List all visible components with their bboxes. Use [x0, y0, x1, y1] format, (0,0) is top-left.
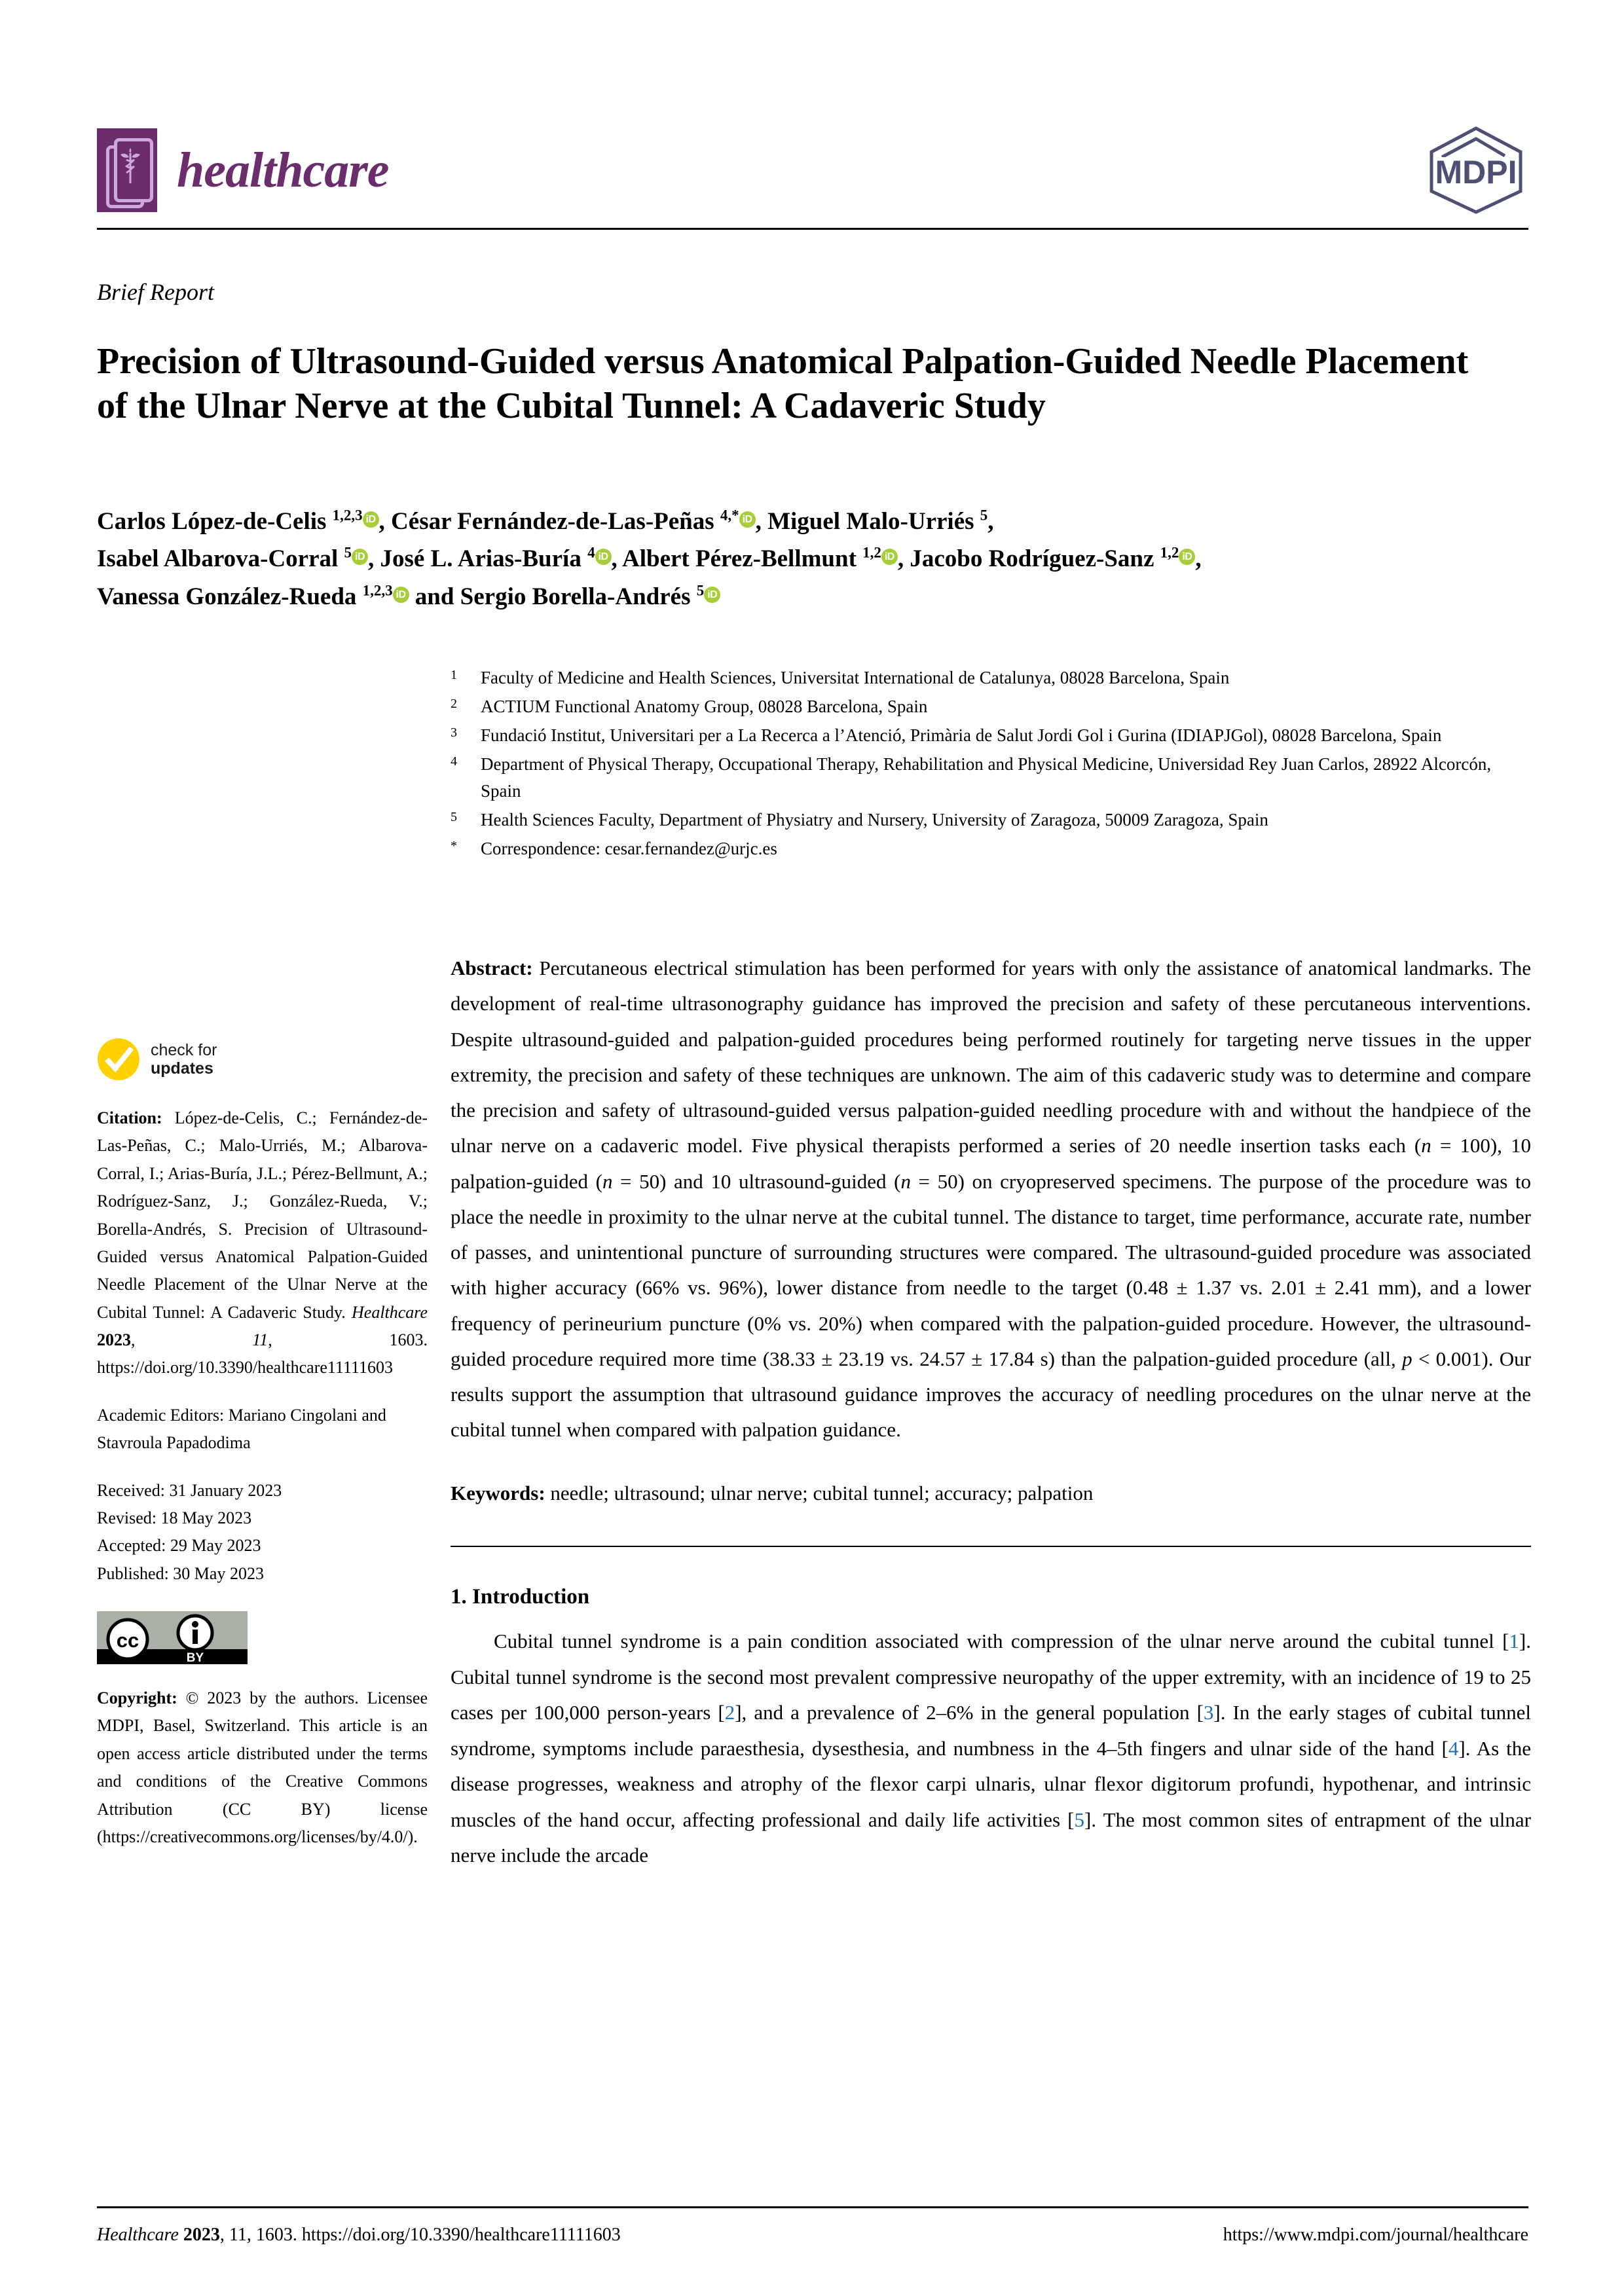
- keywords-text: needle; ultrasound; ulnar nerve; cubital tunnel; accuracy; palpation: [545, 1481, 1094, 1504]
- orcid-icon[interactable]: iD: [352, 549, 368, 565]
- abstract-part-4: = 50) on cryopreserved specimens. The purpose of the procedure was to place the needle in proximity to the ulnar nerve at the cubital tunnel. The distance to target, time performance, accurate rate, number of passes, and unintentional puncture of surrounding structures were compared. The ultrasound-guided procedure was associated with higher accuracy (66% vs. 96%), lower distance from needle to the target (0.48 ± 1.37 vs. 2.01 ± 2.41 mm), and a lower frequency of perineurium puncture (0% vs. 20%) when compared with the palpation-guided procedure. However, the ultrasound-guided procedure required more time (38.33 ± 23.19 vs. 24.57 ± 17.84 s) than the palpation-guided procedure (all,: [451, 1169, 1531, 1370]
- footer-year: 2023: [183, 2225, 220, 2245]
- orcid-icon[interactable]: iD: [881, 549, 898, 565]
- article-type: Brief Report: [97, 279, 214, 305]
- journal-name: healthcare: [177, 143, 389, 198]
- updates-text: updates: [151, 1059, 213, 1078]
- abstract-n-3: n: [900, 1169, 911, 1193]
- affiliation-text: Faculty of Medicine and Health Sciences, Universitat International de Catalunya, 08028 Barcelona, Spain: [481, 668, 1230, 687]
- footer: [97, 2225, 1528, 2246]
- affiliation-item: [451, 665, 1531, 691]
- copyright-block: [97, 1685, 428, 1851]
- abstract-p-value: p: [1402, 1347, 1412, 1370]
- affiliation-text: Fundació Institut, Universitari per a La Recerca a l’Atenció, Primària de Salut Jordi Gol i Gurina (IDIAPJGol), 08028 Barcelona, Spain: [481, 725, 1442, 746]
- journal-logo[interactable]: [97, 128, 389, 212]
- orcid-icon[interactable]: iD: [363, 511, 379, 528]
- affiliations: [451, 665, 1531, 864]
- author-line-3: Vanessa González-Rueda $^{1,2,3}$ iD and Sergio Borella-Andrés $^5$ iD: [97, 578, 1528, 615]
- affiliation-item: [451, 693, 1531, 720]
- footer-rest: , 11, 1603. https://doi.org/10.3390/healthcare11111603: [219, 2225, 621, 2245]
- orcid-icon[interactable]: iD: [595, 549, 612, 565]
- abstract-n-2: n: [602, 1169, 613, 1193]
- citation-label: Citation:: [97, 1108, 162, 1127]
- check-for-updates-label: [151, 1041, 217, 1078]
- intro-text-5: ]. As the disease progresses, weakness and atrophy of the flexor carpi ulnaris, ulnar flexor digitorum profundi, hypothenar, and intrinsic muscles of the hand occur, affecting professional and daily life activities [: [451, 1736, 1532, 1831]
- author-list: [97, 503, 1528, 615]
- header-divider: [97, 228, 1528, 230]
- affiliation-text: Health Sciences Faculty, Department of Physiatry and Nursery, University of Zaragoza, 50009 Zaragoza, Spain: [481, 810, 1268, 830]
- abstract-n-1: n: [1421, 1134, 1431, 1157]
- affiliation-marker: 5: [451, 810, 457, 825]
- author-line-1: Carlos López-de-Celis $^{1,2,3}$ iD , César Fernández-de-Las-Peñas $^{4,*}$ iD , Miguel Malo-Urriés $^5$,: [97, 507, 994, 535]
- copyright-label: Copyright:: [97, 1688, 177, 1707]
- keywords-label: Keywords:: [451, 1481, 545, 1504]
- page-title: Precision of Ultrasound-Guided versus Anatomical Palpation-Guided Needle Placement of the Ulnar Nerve at the Cubital Tunnel: A Cadaveric Study: [97, 340, 1469, 426]
- reference-link-3[interactable]: 3: [1203, 1701, 1214, 1724]
- reference-link-5[interactable]: 5: [1074, 1808, 1084, 1831]
- correspondence-item: [451, 835, 1531, 862]
- footer-journal-url[interactable]: https://www.mdpi.com/journal/healthcare: [1223, 2225, 1528, 2245]
- healthcare-logo-icon: [97, 128, 157, 212]
- section-divider: [451, 1546, 1531, 1547]
- abstract-part-3: = 50) and 10 ultrasound-guided (: [612, 1169, 901, 1193]
- crossmark-icon: [97, 1038, 140, 1081]
- author-line-2: Isabel Albarova-Corral $^5$ iD , José L. Arias-Buría $^4$ iD , Albert Pérez-Bellmunt $^{1,2}$ iD , Jacobo Rodríguez-Sanz $^{1,2}$ iD ,: [97, 545, 1202, 573]
- reference-link-2[interactable]: 2: [724, 1701, 735, 1724]
- svg-text:MDPI: MDPI: [1435, 154, 1517, 191]
- mdpi-logo-icon[interactable]: [1424, 123, 1528, 215]
- orcid-icon[interactable]: iD: [393, 587, 409, 603]
- affiliation-marker: 4: [451, 754, 457, 769]
- affiliation-text: ACTIUM Functional Anatomy Group, 08028 Barcelona, Spain: [481, 697, 928, 717]
- creative-commons-badge-icon[interactable]: [97, 1611, 248, 1664]
- citation-year: 2023: [97, 1330, 131, 1349]
- date-revised: Revised: 18 May 2023: [97, 1508, 252, 1527]
- citation-block: Citation: López-de-Celis, C.; Fernández-de-Las-Peñas, C.; Malo-Urriés, M.; Albarova-Corral, I.; Arias-Buría, J.L.; Pérez-Bellmunt, A.; Rodríguez-Sanz, J.; González-Rueda, V.; Borella-Andrés, S. Precision of Ultrasound-Guided versus Anatomical Palpation-Guided Needle Placement of the Ulnar Nerve at the Cubital Tunnel: A Cadaveric Study. Healthcare 2023, 11, 1603. https://doi.org/10.3390/healthcare11111603: [97, 1108, 428, 1377]
- citation-doi[interactable]: https://doi.org/10.3390/healthcare11111603: [97, 1358, 394, 1377]
- intro-text-2: ]. Cubital tunnel syndrome is the second most prevalent compressive neuropathy of the upper extremity, with an incidence of 19 to 25 cases per 100,000 person-years [: [451, 1630, 1531, 1724]
- correspondence-text[interactable]: Correspondence: cesar.fernandez@urjc.es: [481, 839, 777, 859]
- abstract-part-1: Percutaneous electrical stimulation has been performed for years with only the assistance of anatomical landmarks. The development of real-time ultrasonography guidance has improved the precision and safety of these percutaneous interventions. Despite ultrasound-guided and palpation-guided procedures being performed routinely for targeting nerve tissues in the upper extremity, the precision and safety of these techniques are unknown. The aim of this cadaveric study was to determine and compare the precision and safety of ultrasound-guided versus palpation-guided needling procedure with and without the handpiece of the ulnar nerve on a cadaveric model. Five physical therapists performed a series of 20 needle insertion tasks each (: [451, 957, 1531, 1157]
- svg-text:cc: cc: [116, 1629, 139, 1652]
- intro-text-3: ], and a prevalence of 2–6% in the general population [: [735, 1701, 1204, 1724]
- sidebar: [97, 1038, 428, 1870]
- affiliation-item: [451, 751, 1531, 805]
- affiliation-marker: 3: [451, 725, 457, 740]
- intro-text-6: ]. The most common sites of entrapment of the ulnar nerve include the arcade: [451, 1808, 1532, 1867]
- date-accepted: Accepted: 29 May 2023: [97, 1536, 261, 1556]
- abstract-part-2: = 100), 10 palpation-guided (: [451, 1134, 1531, 1193]
- reference-link-1[interactable]: 1: [1509, 1630, 1519, 1653]
- main-column: [451, 951, 1531, 1874]
- intro-text-4: ]. In the early stages of cubital tunnel syndrome, symptoms include paraesthesia, dysesthesia, and numbness in the 4–5th fingers and ulnar side of the hand [: [451, 1701, 1531, 1760]
- reference-link-4[interactable]: 4: [1448, 1736, 1459, 1760]
- affiliation-text: Department of Physical Therapy, Occupational Therapy, Rehabilitation and Physical Medicine, Universidad Rey Juan Carlos, 28922 Alcorcón, Spain: [481, 754, 1492, 801]
- date-received: Received: 31 January 2023: [97, 1480, 282, 1500]
- introduction-paragraph: [451, 1624, 1531, 1874]
- orcid-icon[interactable]: iD: [1179, 549, 1195, 565]
- cc-by-label: BY: [186, 1651, 204, 1664]
- abstract-label: Abstract:: [451, 957, 533, 979]
- footer-divider: [97, 2206, 1528, 2208]
- masthead: [97, 128, 1528, 213]
- orcid-icon[interactable]: iD: [704, 587, 720, 603]
- copyright-text: © 2023 by the authors. Licensee MDPI, Basel, Switzerland. This article is an open access article distributed under the terms and conditions of the Creative Commons Attribution (CC BY) license (https://creativecommons.org/licenses/by/4.0/).: [97, 1688, 428, 1846]
- caduceus-icon: [119, 147, 141, 185]
- orcid-icon[interactable]: iD: [739, 511, 756, 528]
- academic-editors: Academic Editors: Mariano Cingolani and Stavroula Papadodima: [97, 1405, 386, 1453]
- affiliation-item: [451, 722, 1531, 749]
- abstract: [451, 951, 1531, 1448]
- section-heading-introduction: 1. Introduction: [451, 1585, 590, 1609]
- citation-journal: Healthcare: [352, 1302, 428, 1322]
- check-for-text: check for: [151, 1041, 217, 1059]
- footer-citation: [97, 2225, 621, 2246]
- citation-article-number: 1603.: [389, 1330, 428, 1349]
- affiliation-marker: 2: [451, 697, 457, 712]
- affiliation-marker: 1: [451, 668, 457, 682]
- abstract-part-5: < 0.001). Our results support the assumption that ultrasound guidance improves the accuracy of needling procedures on the ulnar nerve at the cubital tunnel when compared with palpation guidance.: [451, 1347, 1531, 1442]
- correspondence-marker: *: [451, 839, 457, 854]
- citation-volume: 11: [252, 1330, 268, 1349]
- citation-text: López-de-Celis, C.; Fernández-de-Las-Peñas, C.; Malo-Urriés, M.; Albarova-Corral, I.; Arias-Buría, J.L.; Pérez-Bellmunt, A.; Rodríguez-Sanz, J.; González-Rueda, V.; Borella-Andrés, S. Precision of Ultrasound-Guided versus Anatomical Palpation-Guided Needle Placement of the Ulnar Nerve at the Cubital Tunnel: A Cadaveric Study.: [97, 1108, 428, 1322]
- affiliation-item: [451, 807, 1531, 833]
- footer-journal: Healthcare: [97, 2225, 179, 2245]
- intro-text-1: Cubital tunnel syndrome is a pain condition associated with compression of the ulnar nerve around the cubital tunnel [: [494, 1630, 1509, 1653]
- check-for-updates-badge[interactable]: [97, 1038, 428, 1081]
- keywords: [451, 1477, 1531, 1510]
- date-published: Published: 30 May 2023: [97, 1563, 264, 1583]
- article-dates: [97, 1477, 428, 1588]
